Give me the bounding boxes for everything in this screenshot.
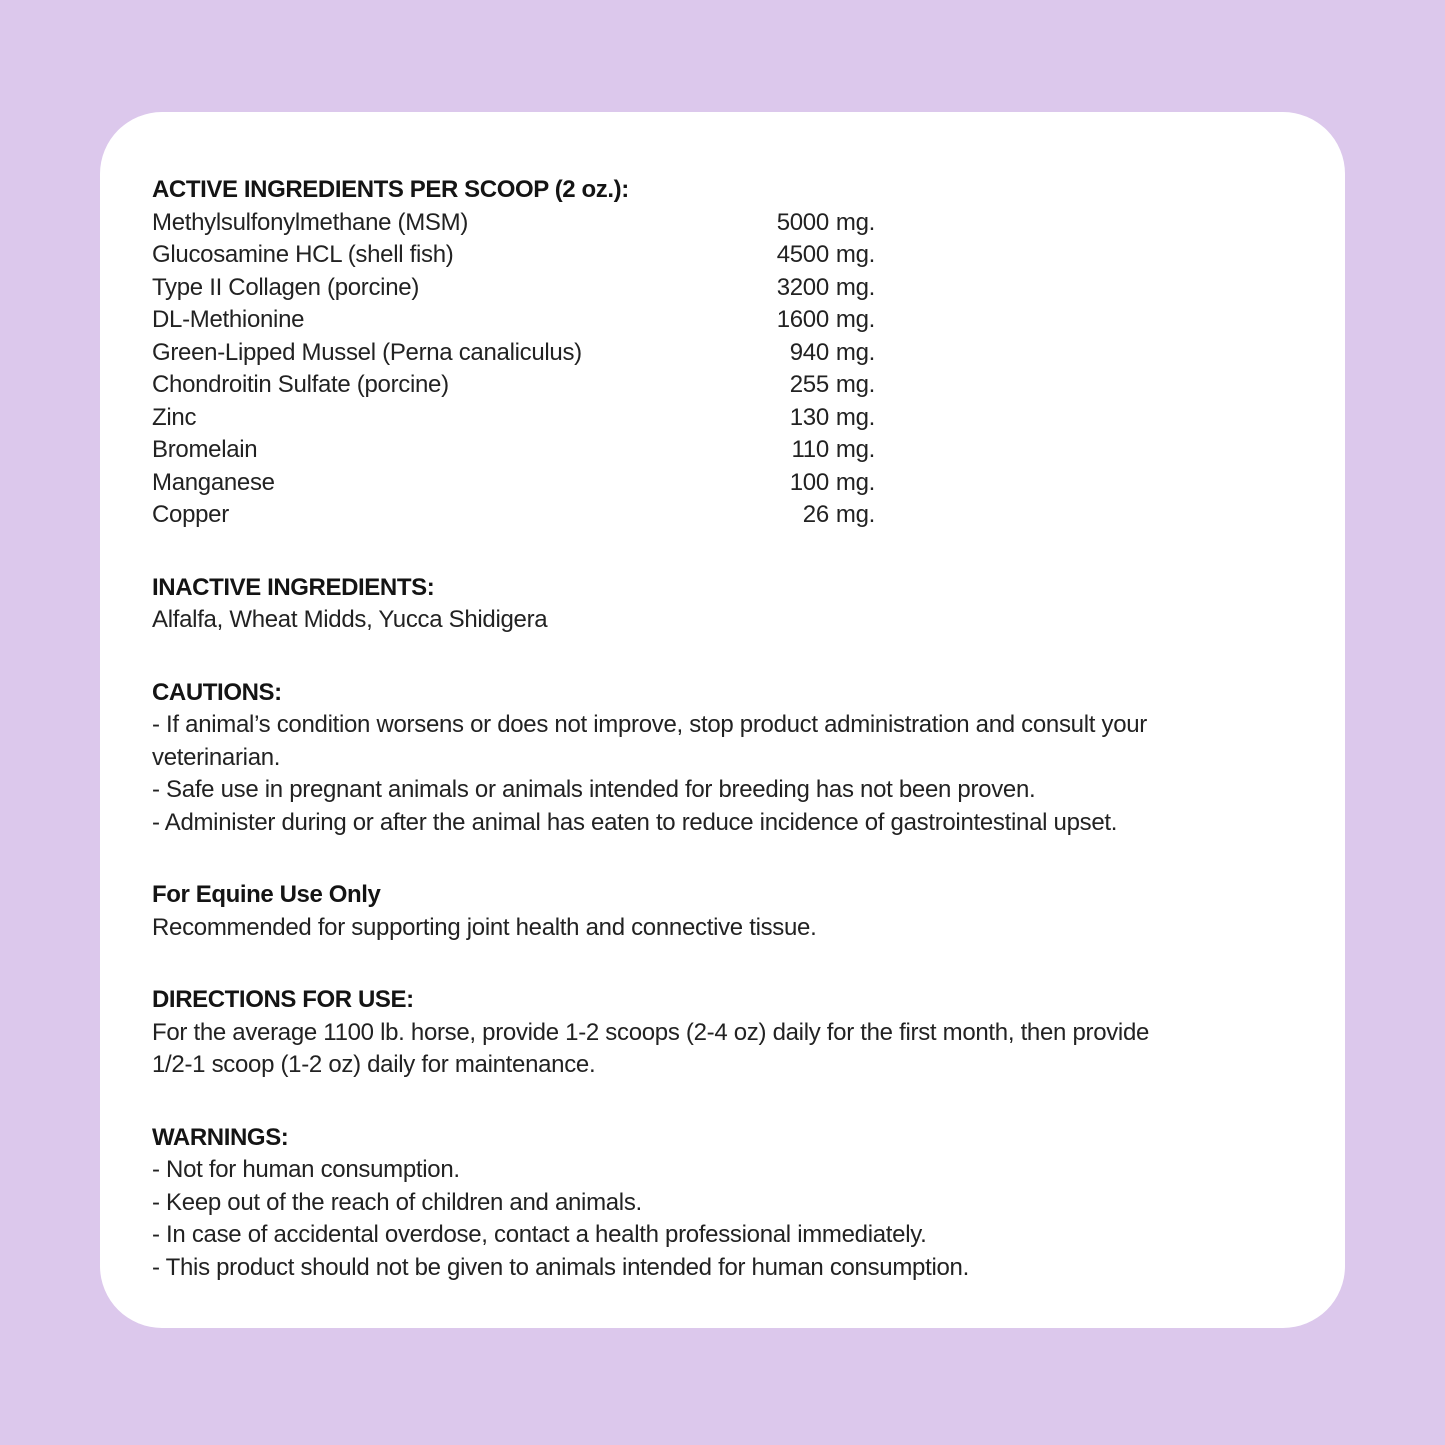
ingredient-unit: mg. bbox=[835, 403, 875, 431]
ingredient-name: Manganese bbox=[152, 468, 275, 496]
active-ingredients-heading: ACTIVE INGREDIENTS PER SCOOP (2 oz.): bbox=[152, 176, 629, 203]
ingredient-unit: mg. bbox=[835, 306, 875, 333]
ingredient-unit: mg. bbox=[835, 208, 875, 236]
inactive-ingredients-heading: INACTIVE INGREDIENTS: bbox=[152, 573, 435, 601]
ingredient-value: 130 bbox=[789, 403, 829, 431]
active-ingredients-section bbox=[152, 174, 1285, 532]
directions-heading: DIRECTIONS FOR USE: bbox=[152, 986, 414, 1013]
ingredient-row bbox=[152, 272, 875, 305]
ingredient-value: 5000 bbox=[776, 208, 829, 236]
ingredient-name: Glucosamine HCL (shell fish) bbox=[152, 241, 454, 268]
directions-line: For the average 1100 lb. horse, provide 1-2 scoops (2-4 oz) daily for the first month, then provide bbox=[152, 1018, 1150, 1046]
label-content bbox=[152, 174, 1285, 1284]
ingredient-name: Type II Collagen (porcine) bbox=[152, 273, 420, 301]
active-ingredients-table bbox=[152, 207, 875, 532]
caution-line: - If animal’s condition worsens or does not improve, stop product administration and consult your bbox=[152, 711, 1147, 738]
directions-line: 1/2-1 scoop (1-2 oz) daily for maintenance. bbox=[152, 1051, 596, 1078]
ingredient-value: 26 bbox=[802, 501, 829, 528]
ingredient-name: Bromelain bbox=[152, 436, 258, 463]
ingredient-amount bbox=[767, 272, 875, 305]
warnings-heading: WARNINGS: bbox=[152, 1123, 289, 1151]
ingredient-name: Copper bbox=[152, 501, 229, 528]
ingredient-row bbox=[152, 239, 875, 272]
ingredient-row bbox=[152, 207, 875, 240]
caution-line: - Safe use in pregnant animals or animals intended for breeding has not been proven. bbox=[152, 776, 1036, 803]
warning-line: - This product should not be given to animals intended for human consumption. bbox=[152, 1253, 969, 1281]
ingredient-row bbox=[152, 402, 875, 435]
cautions-heading: CAUTIONS: bbox=[152, 678, 282, 706]
ingredient-value: 4500 bbox=[776, 241, 829, 268]
ingredient-name: Methylsulfonylmethane (MSM) bbox=[152, 208, 469, 236]
equine-use-heading: For Equine Use Only bbox=[152, 881, 381, 908]
ingredient-unit: mg. bbox=[835, 338, 875, 366]
ingredient-amount bbox=[767, 467, 875, 500]
inactive-ingredients-text: Alfalfa, Wheat Midds, Yucca Shidigera bbox=[152, 606, 548, 633]
warning-line: - In case of accidental overdose, contact a health professional immediately. bbox=[152, 1221, 927, 1248]
ingredient-amount bbox=[767, 402, 875, 435]
ingredient-amount bbox=[767, 239, 875, 272]
ingredient-value: 110 bbox=[791, 436, 829, 463]
equine-use-section bbox=[152, 879, 1285, 944]
ingredient-value: 940 bbox=[789, 338, 829, 366]
ingredient-amount bbox=[767, 207, 875, 240]
ingredient-unit: mg. bbox=[835, 273, 875, 301]
ingredient-amount bbox=[767, 369, 875, 402]
ingredient-amount bbox=[767, 304, 875, 337]
ingredient-value: 3200 bbox=[776, 273, 829, 301]
ingredient-row bbox=[152, 369, 875, 402]
ingredient-name: DL-Methionine bbox=[152, 306, 305, 333]
ingredient-unit: mg. bbox=[835, 371, 875, 398]
ingredient-row bbox=[152, 467, 875, 500]
ingredient-row bbox=[152, 337, 875, 370]
warning-line: - Keep out of the reach of children and animals. bbox=[152, 1188, 642, 1216]
ingredient-value: 1600 bbox=[776, 306, 829, 333]
ingredient-value: 100 bbox=[789, 468, 829, 496]
ingredient-amount bbox=[767, 337, 875, 370]
ingredient-value: 255 bbox=[789, 371, 829, 398]
inactive-ingredients-section bbox=[152, 572, 1285, 637]
ingredient-row bbox=[152, 499, 875, 532]
ingredient-amount bbox=[767, 499, 875, 532]
label-card bbox=[100, 112, 1345, 1328]
ingredient-unit: mg. bbox=[835, 468, 875, 496]
equine-use-text: Recommended for supporting joint health and connective tissue. bbox=[152, 913, 817, 941]
ingredient-row bbox=[152, 304, 875, 337]
ingredient-amount bbox=[767, 434, 875, 467]
ingredient-unit: mg. bbox=[835, 241, 875, 268]
ingredient-unit: mg. bbox=[835, 501, 875, 528]
warnings-section bbox=[152, 1122, 1285, 1285]
ingredient-name: Zinc bbox=[152, 403, 197, 431]
ingredient-name: Green-Lipped Mussel (Perna canaliculus) bbox=[152, 338, 582, 366]
warning-line: - Not for human consumption. bbox=[152, 1156, 460, 1183]
caution-line: - Administer during or after the animal has eaten to reduce incidence of gastrointestinal upset. bbox=[152, 808, 1118, 836]
ingredient-row bbox=[152, 434, 875, 467]
cautions-section bbox=[152, 677, 1285, 840]
directions-section bbox=[152, 984, 1285, 1082]
caution-line: veterinarian. bbox=[152, 743, 281, 771]
ingredient-unit: mg. bbox=[835, 436, 875, 463]
ingredient-name: Chondroitin Sulfate (porcine) bbox=[152, 371, 449, 398]
